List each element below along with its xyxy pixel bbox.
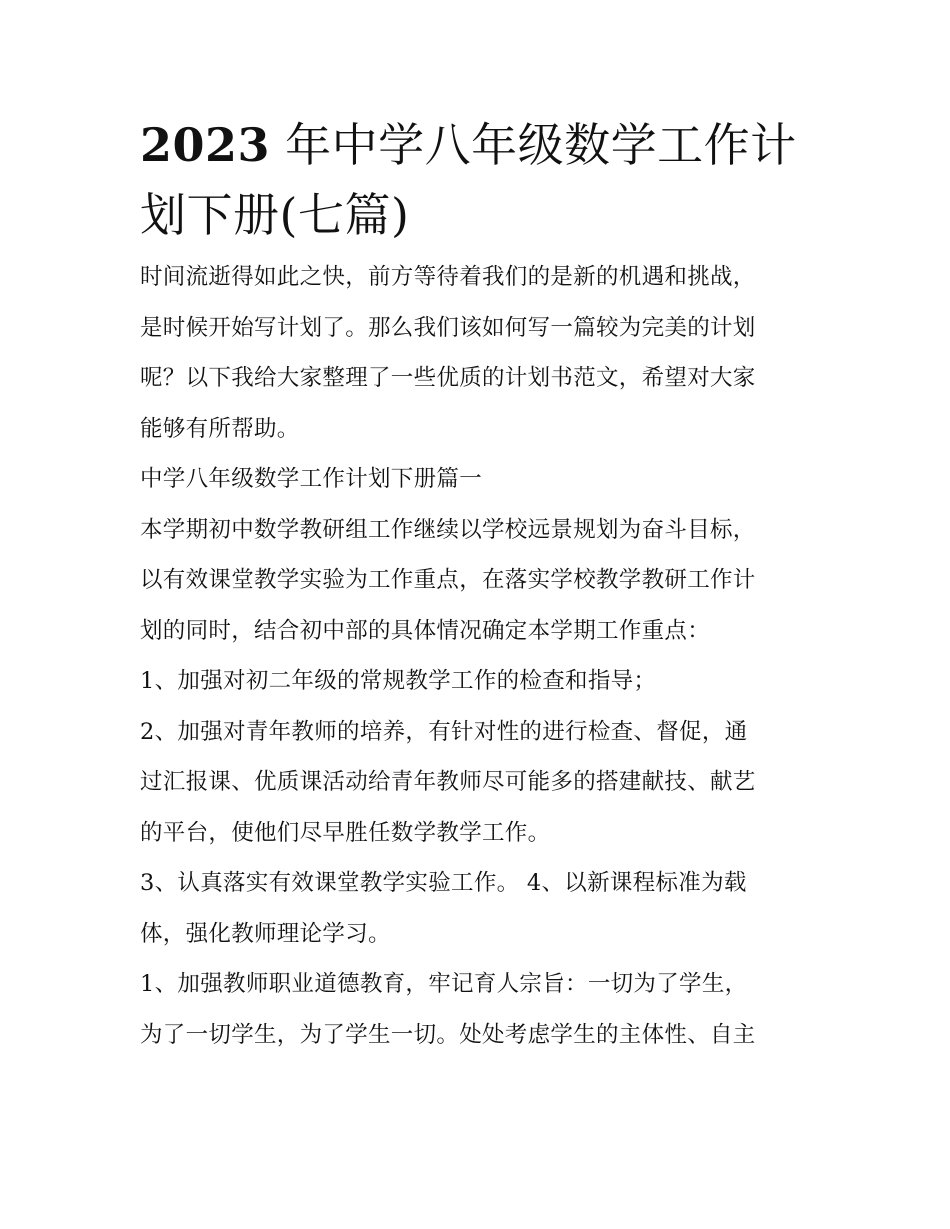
text-line: 本学期初中数学教研组工作继续以学校远景规划为奋斗目标， (140, 516, 756, 543)
text-line: 体，强化教师理论学习。 (140, 920, 391, 947)
text-line: 呢？以下我给大家整理了一些优质的计划书范文，希望对大家 (140, 365, 756, 391)
list-item (140, 656, 812, 707)
list-item (140, 707, 812, 859)
paragraph-intro (140, 252, 812, 454)
text-line: 时间流逝得如此之快，前方等待着我们的是新的机遇和挑战， (140, 264, 756, 290)
list-item (140, 858, 812, 959)
list-item (140, 959, 812, 1060)
document-title (140, 110, 812, 250)
text-line: 为了一切学生，为了学生一切。处处考虑学生的主体性、自主 (140, 1021, 756, 1048)
title-year: 2023 (140, 118, 271, 172)
text-line: 划的同时，结合初中部的具体情况确定本学期工作重点： (140, 617, 711, 644)
text-line: 是时候开始写计划了。那么我们该如何写一篇较为完美的计划 (140, 314, 756, 341)
text-line: 中学八年级数学工作计划下册篇一 (140, 466, 483, 492)
text-line: 的平台，使他们尽早胜任数学教学工作。 (140, 819, 551, 846)
title-line-2: 划下册(七篇) (140, 188, 410, 242)
paragraph (140, 505, 812, 657)
text-line: 能够有所帮助。 (140, 415, 300, 442)
section-heading (140, 454, 812, 505)
document-body (140, 252, 812, 1060)
text-line: 过汇报课、优质课活动给青年教师尽可能多的搭建献技、献艺 (140, 769, 756, 795)
text-line: 3、认真落实有效课堂教学实验工作。 4、以新课程标准为载 (140, 870, 747, 896)
text-line: 2、加强对青年教师的培养，有针对性的进行检查、督促，通 (140, 718, 748, 745)
text-line: 以有效课堂教学实验为工作重点，在落实学校教学教研工作计 (140, 567, 756, 593)
title-line-1: 2023 年中学八年级数学工作计 (140, 118, 797, 172)
document-page (140, 110, 812, 1060)
text-line: 1、加强教师职业道德教育，牢记育人宗旨：一切为了学生， (140, 971, 748, 997)
text-line: 1、加强对初二年级的常规教学工作的检查和指导； (140, 668, 657, 694)
